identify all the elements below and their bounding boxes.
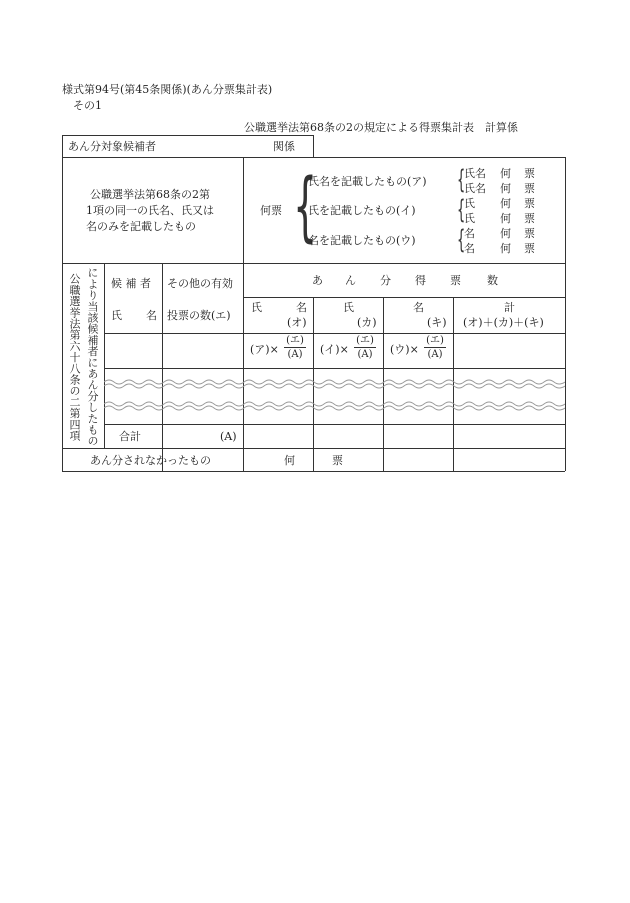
- relation-label: 関係: [273, 140, 295, 153]
- candidate-label: 候 補 者: [111, 277, 151, 290]
- rule: [104, 333, 565, 334]
- count-nan: 何: [500, 242, 511, 255]
- count-label: 氏: [464, 197, 475, 210]
- rule: [62, 263, 565, 264]
- form-subtitle: その1: [73, 99, 102, 112]
- rule: [62, 157, 63, 471]
- count-label: 氏名: [464, 182, 486, 195]
- count-label: 氏: [464, 212, 475, 225]
- rule: [62, 135, 63, 157]
- count-label: 氏名: [464, 167, 486, 180]
- rule: [62, 135, 313, 136]
- formula-i-prefix: (イ)×: [320, 343, 349, 356]
- anbun-char: 票: [450, 274, 461, 287]
- right-title: 公職選挙法第68条の2の規定による得票集計表 計算係: [244, 121, 518, 134]
- small-brace: {: [457, 225, 466, 255]
- rule: [243, 297, 565, 298]
- col-oh-sub: (オ): [287, 316, 307, 329]
- rule: [104, 424, 565, 425]
- count-hyo: 票: [524, 227, 535, 240]
- count-hyo: 票: [524, 212, 535, 225]
- section1-desc-line3: 名のみを記載したもの: [86, 220, 196, 233]
- formula-u-fraction: [424, 335, 446, 360]
- anbun-char: あ: [312, 274, 323, 287]
- frac-den: (A): [357, 349, 373, 360]
- formula-a-fraction: [284, 335, 306, 360]
- section1-desc-line2: 1項の同一の氏名、氏又は: [86, 204, 214, 217]
- col-ki-top: 名: [413, 301, 424, 314]
- not-anbun-label: あん分されなかったもの: [90, 454, 211, 467]
- total-label: 合計: [119, 430, 141, 443]
- frac-den: (A): [427, 349, 443, 360]
- form-title: 様式第94号(第45条関係)(あん分票集計表): [62, 83, 273, 96]
- rule: [104, 263, 105, 448]
- col-total-sub: (オ)＋(カ)＋(キ): [463, 316, 544, 329]
- anbun-target-label: あん分対象候補者: [68, 140, 156, 153]
- col-total-top: 計: [504, 301, 515, 314]
- col-oh-top2: 名: [296, 301, 307, 314]
- count-hyo: 票: [524, 242, 535, 255]
- name-label-mei: 名: [146, 309, 157, 322]
- footer-nan: 何: [284, 454, 295, 467]
- vertical-label-anbun: により当該候補者にあん分したもの: [86, 267, 99, 447]
- footer-hyo: 票: [332, 454, 343, 467]
- anbun-char: 分: [380, 274, 391, 287]
- count-hyo: 票: [524, 197, 535, 210]
- anbun-char: ん: [345, 274, 356, 287]
- count-nan: 何: [500, 197, 511, 210]
- rule: [313, 135, 314, 157]
- row-shi: 氏を記載したもの(イ): [308, 204, 416, 217]
- formula-i-fraction: [354, 335, 376, 360]
- row-mei: 名を記載したもの(ウ): [308, 234, 416, 247]
- count-hyo: 票: [524, 182, 535, 195]
- rule: [62, 448, 565, 449]
- rule: [243, 157, 244, 263]
- count-nan: 何: [500, 182, 511, 195]
- col-ka-top: 氏: [343, 301, 354, 314]
- section1-desc-line1: 公職選挙法第68条の2第: [90, 188, 210, 201]
- count-label: 名: [464, 227, 475, 240]
- formula-u-prefix: (ウ)×: [390, 343, 419, 356]
- small-brace: {: [457, 195, 466, 225]
- other-valid-line1: その他の有効: [167, 277, 233, 290]
- rule: [62, 471, 565, 472]
- frac-num: (エ): [426, 335, 444, 346]
- vertical-label-law: 公職選挙法第六十八条の二第四項: [68, 273, 81, 441]
- row-shimei: 氏名を記載したもの(ア): [308, 175, 427, 188]
- count-nan: 何: [500, 167, 511, 180]
- count-label: 名: [464, 242, 475, 255]
- anbun-char: 数: [487, 274, 498, 287]
- anbun-char: 得: [415, 274, 426, 287]
- count-hyo: 票: [524, 167, 535, 180]
- wavy-break: [104, 378, 565, 414]
- rule: [104, 368, 565, 369]
- frac-num: (エ): [356, 335, 374, 346]
- small-brace: {: [457, 165, 466, 195]
- formula-a-prefix: (ア)×: [250, 343, 279, 356]
- rule: [565, 157, 566, 471]
- total-a-label: (A): [220, 430, 237, 443]
- rule: [243, 263, 244, 471]
- col-ki-sub: (キ): [427, 316, 447, 329]
- frac-den: (A): [287, 349, 303, 360]
- col-ka-sub: (カ): [357, 316, 377, 329]
- rule: [162, 263, 163, 471]
- rule: [62, 157, 565, 158]
- frac-num: (エ): [286, 335, 304, 346]
- count-nan: 何: [500, 212, 511, 225]
- left-brace: {: [293, 161, 318, 250]
- count-nan: 何: [500, 227, 511, 240]
- nanpyo-label: 何票: [260, 204, 282, 217]
- name-label-shi: 氏: [111, 309, 122, 322]
- col-oh-top: 氏: [251, 301, 262, 314]
- other-valid-line2: 投票の数(エ): [167, 309, 231, 322]
